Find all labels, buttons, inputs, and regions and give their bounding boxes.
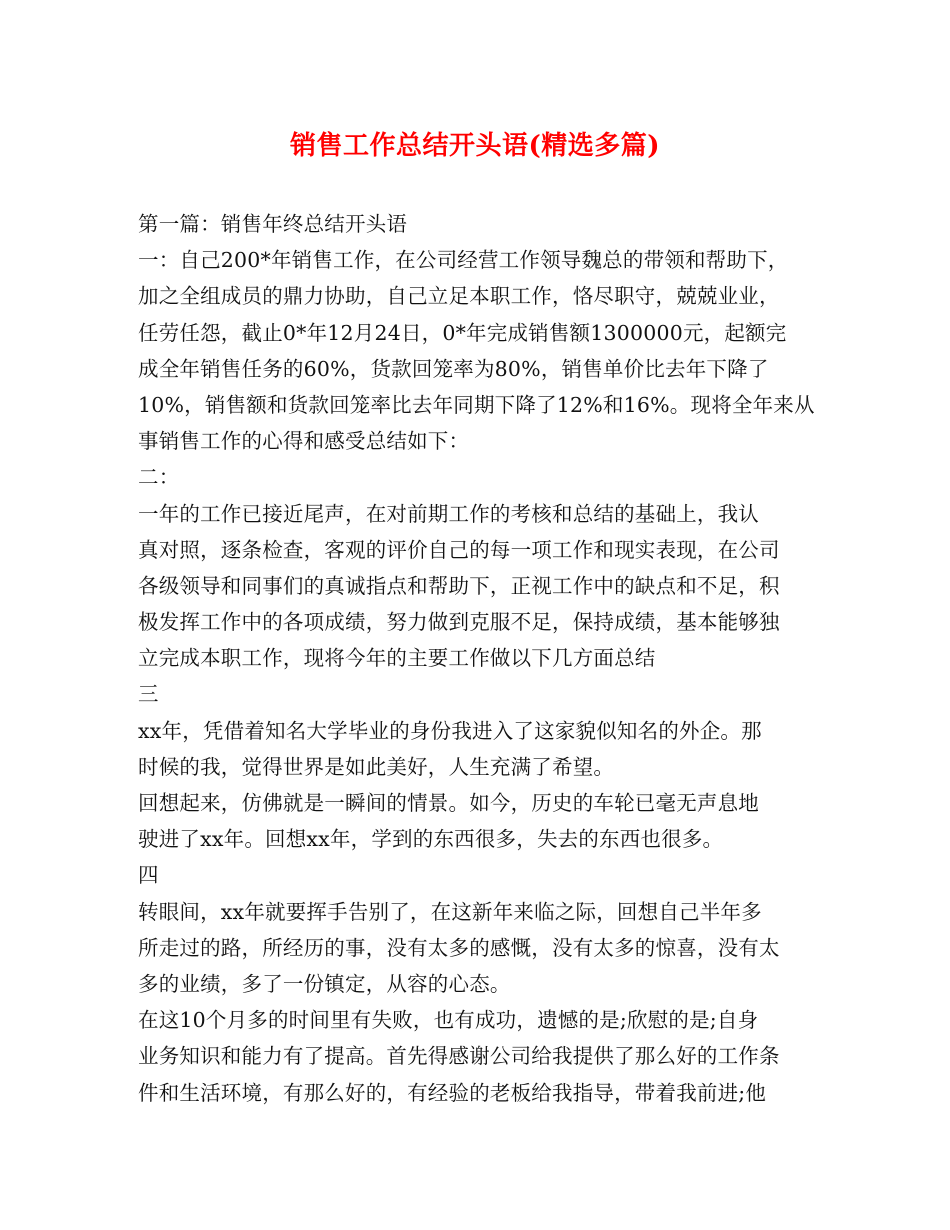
text-line: 真对照，逐条检查，客观的评价自己的每一项工作和现实表现，在公司: [138, 537, 780, 562]
text-line: 在这10个月多的时间里有失败，也有成功，遗憾的是;欣慰的是;自身: [138, 1008, 759, 1033]
document-body: [138, 206, 828, 1111]
text-line: 转眼间，xx年就要挥手告别了，在这新年来临之际，回想自己半年多: [138, 899, 762, 924]
text-line: 事销售工作的心得和感受总结如下：: [138, 429, 470, 454]
text-line: 一年的工作已接近尾声，在对前期工作的考核和总结的基础上，我认: [138, 501, 759, 526]
text-line: 极发挥工作中的各项成绩，努力做到克服不足，保持成绩，基本能够独: [138, 610, 780, 635]
text-line: 成全年销售任务的60%，货款回笼率为80%，销售单价比去年下降了: [138, 356, 769, 381]
text-line: 10%，销售额和货款回笼率比去年同期下降了12%和16%。现将全年来从: [138, 392, 815, 417]
text-line: 四: [138, 863, 159, 888]
text-line: 件和生活环境，有那么好的，有经验的老板给我指导，带着我前进;他: [138, 1080, 767, 1105]
text-line: 立完成本职工作，现将今年的主要工作做以下几方面总结: [138, 646, 656, 671]
text-line: 加之全组成员的鼎力协助，自己立足本职工作，恪尽职守，兢兢业业，: [138, 284, 780, 309]
text-line: 驶进了xx年。回想xx年，学到的东西很多，失去的东西也很多。: [138, 827, 724, 852]
text-line: 各级领导和同事们的真诚指点和帮助下，正视工作中的缺点和不足，积: [138, 573, 780, 598]
text-line: 任劳任怨，截止0*年12月24日，0*年完成销售额1300000元，起额完: [138, 320, 787, 345]
text-line: xx年，凭借着知名大学毕业的身份我进入了这家貌似知名的外企。那: [138, 718, 762, 743]
text-line: 二：: [138, 465, 180, 490]
text-line: 所走过的路，所经历的事，没有太多的感慨，没有太多的惊喜，没有太: [138, 935, 780, 960]
text-line: 时候的我，觉得世界是如此美好，人生充满了希望。: [138, 754, 615, 779]
text-line: 一：自己200*年销售工作，在公司经营工作领导魏总的带领和帮助下，: [138, 248, 789, 273]
text-line: 业务知识和能力有了提高。首先得感谢公司给我提供了那么好的工作条: [138, 1044, 780, 1069]
text-line: 多的业绩，多了一份镇定，从容的心态。: [138, 971, 511, 996]
document-title: 销售工作总结开头语(精选多篇): [289, 131, 661, 161]
text-line: 回想起来，仿佛就是一瞬间的情景。如今，历史的车轮已毫无声息地: [138, 791, 759, 815]
text-line: 第一篇：销售年终总结开头语: [138, 212, 408, 236]
text-line: 三: [138, 682, 159, 707]
